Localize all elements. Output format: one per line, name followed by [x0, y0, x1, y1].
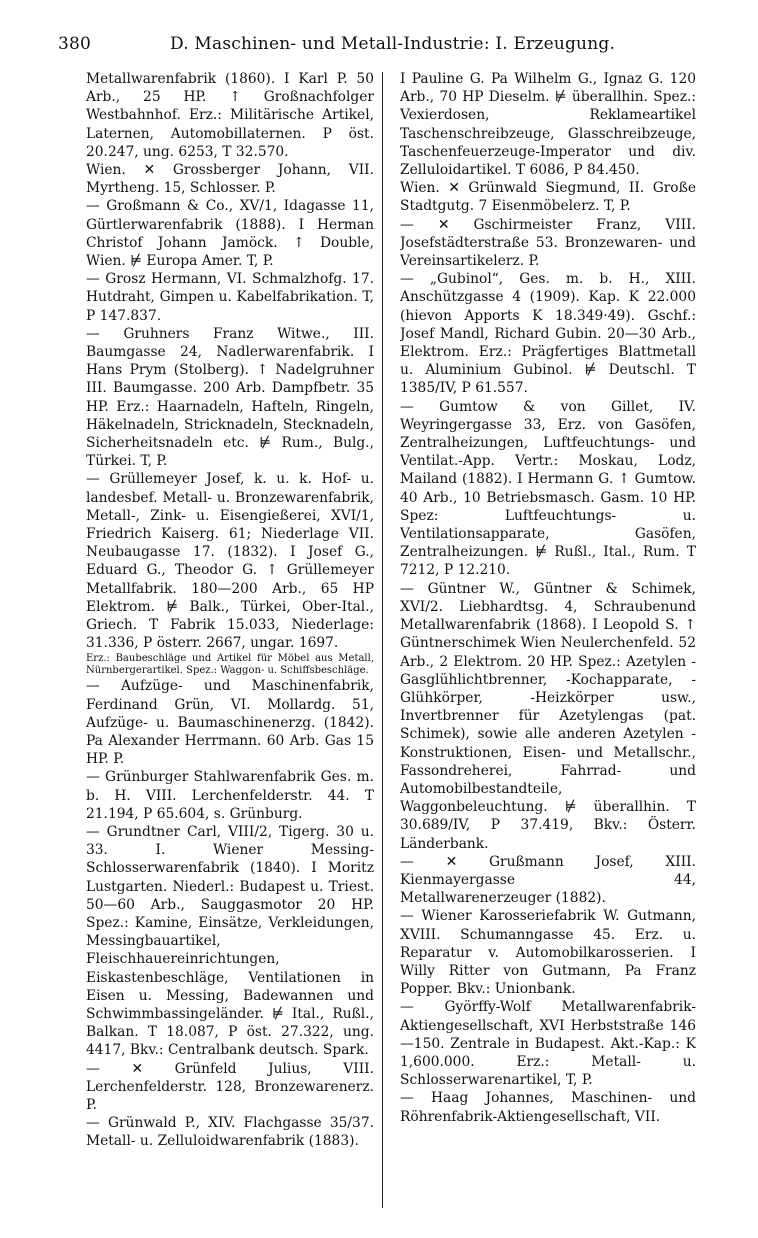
column-divider: [382, 72, 383, 1208]
directory-entry: — Gruhners Franz Witwe., III. Baumgasse 24, Nadlerwarenfabrik. I Hans Prym (Stolberg). ↑ Nadelgruhner III. Baumgasse. 200 Arb. Dampfbetr. 35 HP. Erz.: Haarnadeln, Hafteln, Ringeln, Häkelnadeln, Stricknadeln, Stecknadeln, Sicherheitsnadeln etc. ⊭ Rum., Bulg., Türkei. T, P.: [86, 325, 374, 470]
directory-entry: Wien. ✕ Grossberger Johann, VII. Myrtheng. 15, Schlosser. P.: [86, 162, 374, 197]
directory-entry-note: Erz.: Baubeschläge und Artikel für Möbel aus Metall, Nürnbergerartikel. Spez.: Waggon- u. Schiffsbeschläge.: [86, 652, 374, 676]
right-column: [400, 70, 696, 1220]
page-number: 380: [58, 34, 92, 54]
directory-entry: — Güntner W., Güntner & Schimek, XVI/2. Liebhardtsg. 4, Schraubenund Metallwarenfabrik (1868). I Leopold S. ↑ Güntnerschimek Wien Neulerchenfeld. 52 Arb., 2 Elektrom. 20 HP. Spez.: Azetylen - Gasglühlichtbrenner, -Kochapparate, -Glühkörper, -Heizkörper usw., Invertbrenner für Azetylengas (pat. Schimek), sowie alle anderen Azetylen - Konstruktionen, Eisen- und Metallschr., Fassondreherei, Fahrrad- und Automobilbestandteile, Waggonbeleuchtung. ⊭ überallhin. T 30.689/IV, P 37.419, Bkv.: Österr. Länderbank.: [400, 580, 696, 852]
directory-entry: — ✕ Grußmann Josef, XIII. Kienmayergasse 44, Metallwarenerzeuger (1882).: [400, 853, 696, 907]
directory-entry: — Wiener Karosseriefabrik W. Gutmann, XVIII. Schumanngasse 45. Erz. u. Reparatur v. Automobilkarosserien. I Willy Ritter von Gutmann, Pa Franz Popper. Bkv.: Unionbank.: [400, 908, 696, 998]
directory-entry: Wien. ✕ Grünwald Siegmund, II. Große Stadtgutg. 7 Eisenmöbelerz. T, P.: [400, 180, 696, 215]
directory-entry: — „Gubinol“, Ges. m. b. H., XIII. Anschützgasse 4 (1909). Kap. K 22.000 (hievon Apports K 18.349·49). Gschf.: Josef Mandl, Richard Gubin. 20—30 Arb., Elektrom. Erz.: Prägfertiges Blattmetall u. Aluminium Gubinol. ⊭ Deutschl. T 1385/IV, P 61.557.: [400, 271, 696, 397]
directory-entry: — Grünwald P., XIV. Flachgasse 35/37. Metall- u. Zelluloidwarenfabrik (1883).: [86, 1115, 374, 1150]
directory-entry: — ✕ Gschirmeister Franz, VIII. Josefstädterstraße 53. Bronzewaren- und Vereinsartikelerz. P.: [400, 216, 696, 270]
directory-entry: — Grosz Hermann, VI. Schmalzhofg. 17. Hutdraht, Gimpen u. Kabelfabrikation. T, P 147.837.: [86, 271, 374, 324]
left-column: [86, 70, 374, 1220]
directory-entry: — Haag Johannes, Maschinen- und Röhrenfabrik-Aktiengesellschaft, VII.: [400, 1090, 696, 1125]
directory-entry: — Grüllemeyer Josef, k. u. k. Hof- u. landesbef. Metall- u. Bronzewarenfabrik, Metall-, Zink- u. Eisengießerei, XVI/1, Friedrich Kaiserg. 61; Niederlage VII. Neubaugasse 17. (1832). I Josef G., Eduard G., Theodor G. ↑ Grüllemeyer Metallfabrik. 180—200 Arb., 65 HP Elektrom. ⊭ Balk., Türkei, Ober-Ital., Griech. T Fabrik 15.033, Niederlage: 31.336, P österr. 2667, ungar. 1697.: [86, 471, 374, 652]
directory-entry: — Aufzüge- und Maschinenfabrik, Ferdinand Grün, VI. Mollardg. 51, Aufzüge- u. Baumaschinenerzg. (1842). Pa Alexander Herrmann. 60 Arb. Gas 15 HP. P.: [86, 678, 374, 768]
directory-entry: — Grundtner Carl, VIII/2, Tigerg. 30 u. 33. I. Wiener Messing-Schlosserwarenfabrik (1840). I Moritz Lustgarten. Niederl.: Budapest u. Triest. 50—60 Arb., Sauggasmotor 20 HP. Spez.: Kamine, Einsätze, Verkleidungen, Messingbauartikel, Fleischhauereinrichtungen, Eiskastenbeschläge, Ventilationen in Eisen u. Messing, Badewannen und Schwimmbassingeländer. ⊭ Ital., Rußl., Balkan. T 18.087, P öst. 27.322, ung. 4417, Bkv.: Centralbank deutsch. Spark.: [86, 823, 374, 1059]
directory-entry: — Gumtow & von Gillet, IV. Weyringergasse 33, Erz. von Gasöfen, Zentralheizungen, Luftfeuchtungs- und Ventilat.-App. Vertr.: Moskau, Lodz, Mailand (1882). I Hermann G. ↑ Gumtow. 40 Arb., 10 Betriebsmasch. Gasm. 10 HP. Spez: Luftfeuchtungs- u. Ventilationsapparate, Gasöfen, Zentralheizungen. ⊭ Rußl., Ital., Rum. T 7212, P 12.210.: [400, 398, 696, 579]
directory-entry: — Györffy-Wolf Metallwarenfabrik-Aktiengesellschaft, XVI Herbststraße 146—150. Zentrale in Budapest. Akt.-Kap.: K 1,600.000. Erz.: Metall- u. Schlosserwarenartikel, T, P.: [400, 999, 696, 1089]
directory-entry: — Grünburger Stahlwarenfabrik Ges. m. b. H. VIII. Lerchenfelderstr. 44. T 21.194, P 65.604, s. Grünburg.: [86, 769, 374, 822]
directory-entry: Metallwarenfabrik (1860). I Karl P. 50 Arb., 25 HP. ↑ Großnachfolger Westbahnhof. Erz.: Militärische Artikel, Laternen, Automobillaternen. P öst. 20.247, ung. 6253, T 32.570.: [86, 71, 374, 160]
directory-entry: — ✕ Grünfeld Julius, VIII. Lerchenfelderstr. 128, Bronzewarenerz. P.: [86, 1060, 374, 1113]
directory-entry: I Pauline G. Pa Wilhelm G., Ignaz G. 120 Arb., 70 HP Dieselm. ⊭ überallhin. Spez.: Vexierdosen, Reklameartikel Taschenschreibzeuge, Glasschreibzeuge, Taschenfeuerzeuge-Imperator und div. Zelluloidartikel. T 6086, P 84.450.: [400, 71, 696, 179]
directory-entry: — Großmann & Co., XV/1, Idagasse 11, Gürtlerwarenfabrik (1888). I Herman Christof Johann Jamöck. ↑ Double, Wien. ⊭ Europa Amer. T, P.: [86, 198, 374, 270]
running-title: D. Maschinen- und Metall-Industrie: I. Erzeugung.: [170, 34, 616, 54]
